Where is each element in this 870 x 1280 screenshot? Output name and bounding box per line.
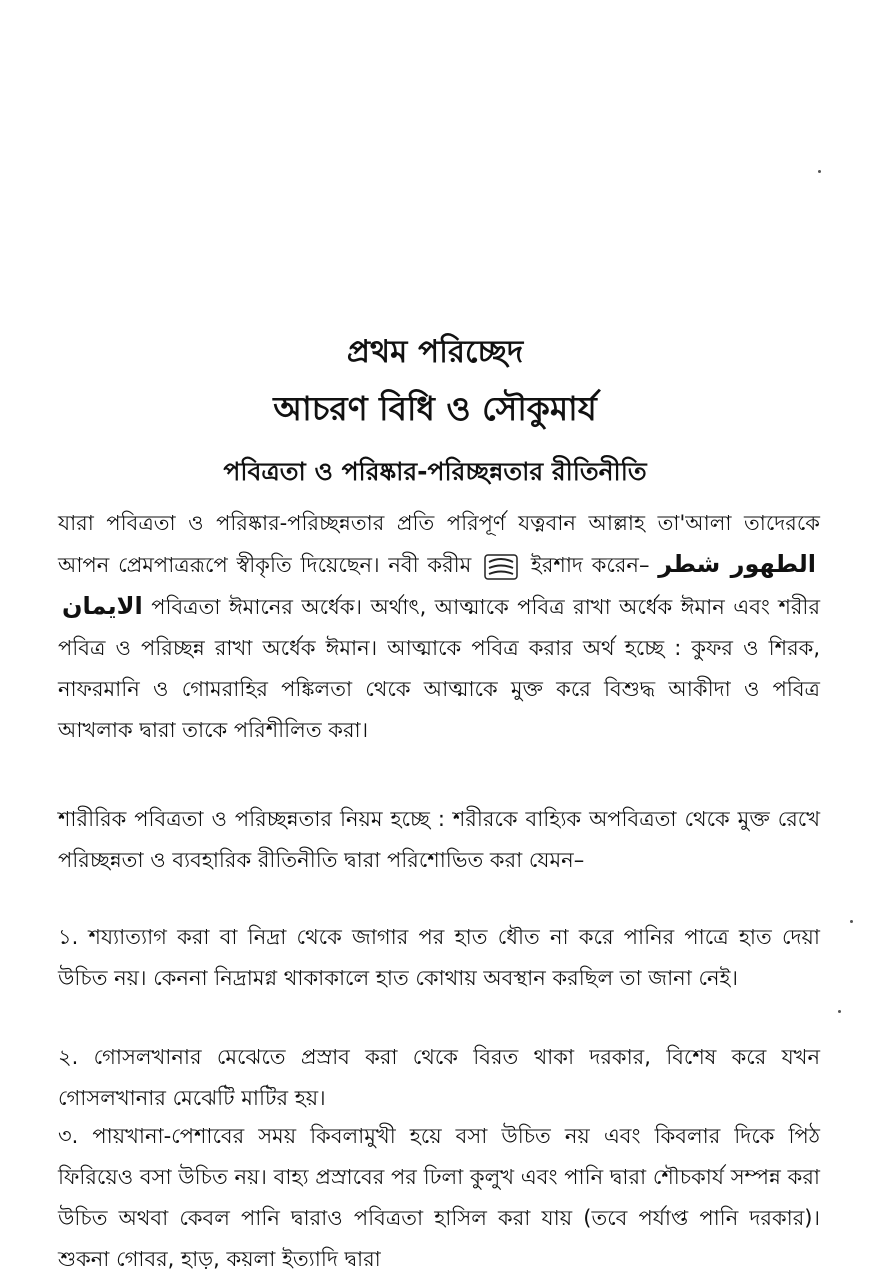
list-item-2: ২. গোসলখানার মেঝেতে প্রস্রাব করা থেকে বিরত থাকা দরকার, বিশেষ করে যখন গোসলখানার মেঝেটি মাটির হয়। xyxy=(58,1045,820,1110)
chapter-title: আচরণ বিধি ও সৌকুমার্য xyxy=(273,389,597,428)
paragraph-intro-text-c: পবিত্রতা ঈমানের অর্ধেক। অর্থাৎ, আত্মাকে পবিত্র রাখা অর্ধেক ঈমান এবং শরীর পবিত্র ও পরিচ্ছন্ন রাখা অর্ধেক ঈমান। আত্মাকে পবিত্র করার অর্থ হচ্ছে : কুফর ও শিরক, নাফরমানি ও গোমরাহির পঙ্কিলতা থেকে আত্মাকে মুক্ত করে বিশুদ্ধ আকীদা ও পবিত্র আখলাক দ্বারা তাকে পরিশীলিত করা। xyxy=(58,595,820,742)
scan-speck xyxy=(850,920,853,923)
list-item-1: ১. শয্যাত্যাগ করা বা নিদ্রা থেকে জাগার পর হাত ধৌত না করে পানির পাত্রে হাত দেয়া উচিত নয়। কেননা নিদ্রামগ্ন থাকাকালে হাত কোথায় অবস্থান করছিল তা জানা নেই। xyxy=(58,925,820,990)
scan-speck xyxy=(838,1010,841,1013)
arabic-hadith: الطهور شطر الايمان xyxy=(62,550,816,620)
scan-speck xyxy=(818,170,821,173)
list-item-3: ৩. পায়খানা-পেশাবের সময় কিবলামুখী হয়ে বসা উচিত নয় এবং কিবলার দিকে পিঠ ফিরিয়েও বসা উচিত নয়। বাহ্য প্রস্রাবের পর ঢিলা কুলুখ এবং পানি দ্বারা শৌচকার্য সম্পন্ন করা উচিত অথবা কেবল পানি দ্বারাও পবিত্রতা হাসিল করা যায় (তবে পর্যাপ্ত পানি দরকার)। শুকনা গোবর, হাড়, কয়লা ইত্যাদি দ্বারা xyxy=(58,1124,820,1271)
paragraph-intro-text-b: ইরশাদ করেন– xyxy=(530,553,650,577)
salutation-seal-icon xyxy=(484,553,518,579)
paragraph-intro-text-a: যারা পবিত্রতা ও পরিষ্কার-পরিচ্ছন্নতার প্রতি পরিপূর্ণ যত্নবান আল্লাহ তা'আলা তাদেরকে আপন প্রেমপাত্ররূপে স্বীকৃতি দিয়েছেন। নবী করীম xyxy=(58,511,820,577)
chapter-label: প্রথম পরিচ্ছেদ xyxy=(346,334,524,370)
paragraph-intro xyxy=(58,503,820,751)
paragraph-physical-purity: শারীরিক পবিত্রতা ও পরিচ্ছন্নতার নিয়ম হচ্ছে : শরীরকে বাহ্যিক অপবিত্রতা থেকে মুক্ত রেখে পরিচ্ছন্নতা ও ব্যবহারিক রীতিনীতি দ্বারা পরিশোভিত করা যেমন– xyxy=(58,807,820,872)
section-title: পবিত্রতা ও পরিষ্কার-পরিচ্ছন্নতার রীতিনীতি xyxy=(223,457,647,486)
